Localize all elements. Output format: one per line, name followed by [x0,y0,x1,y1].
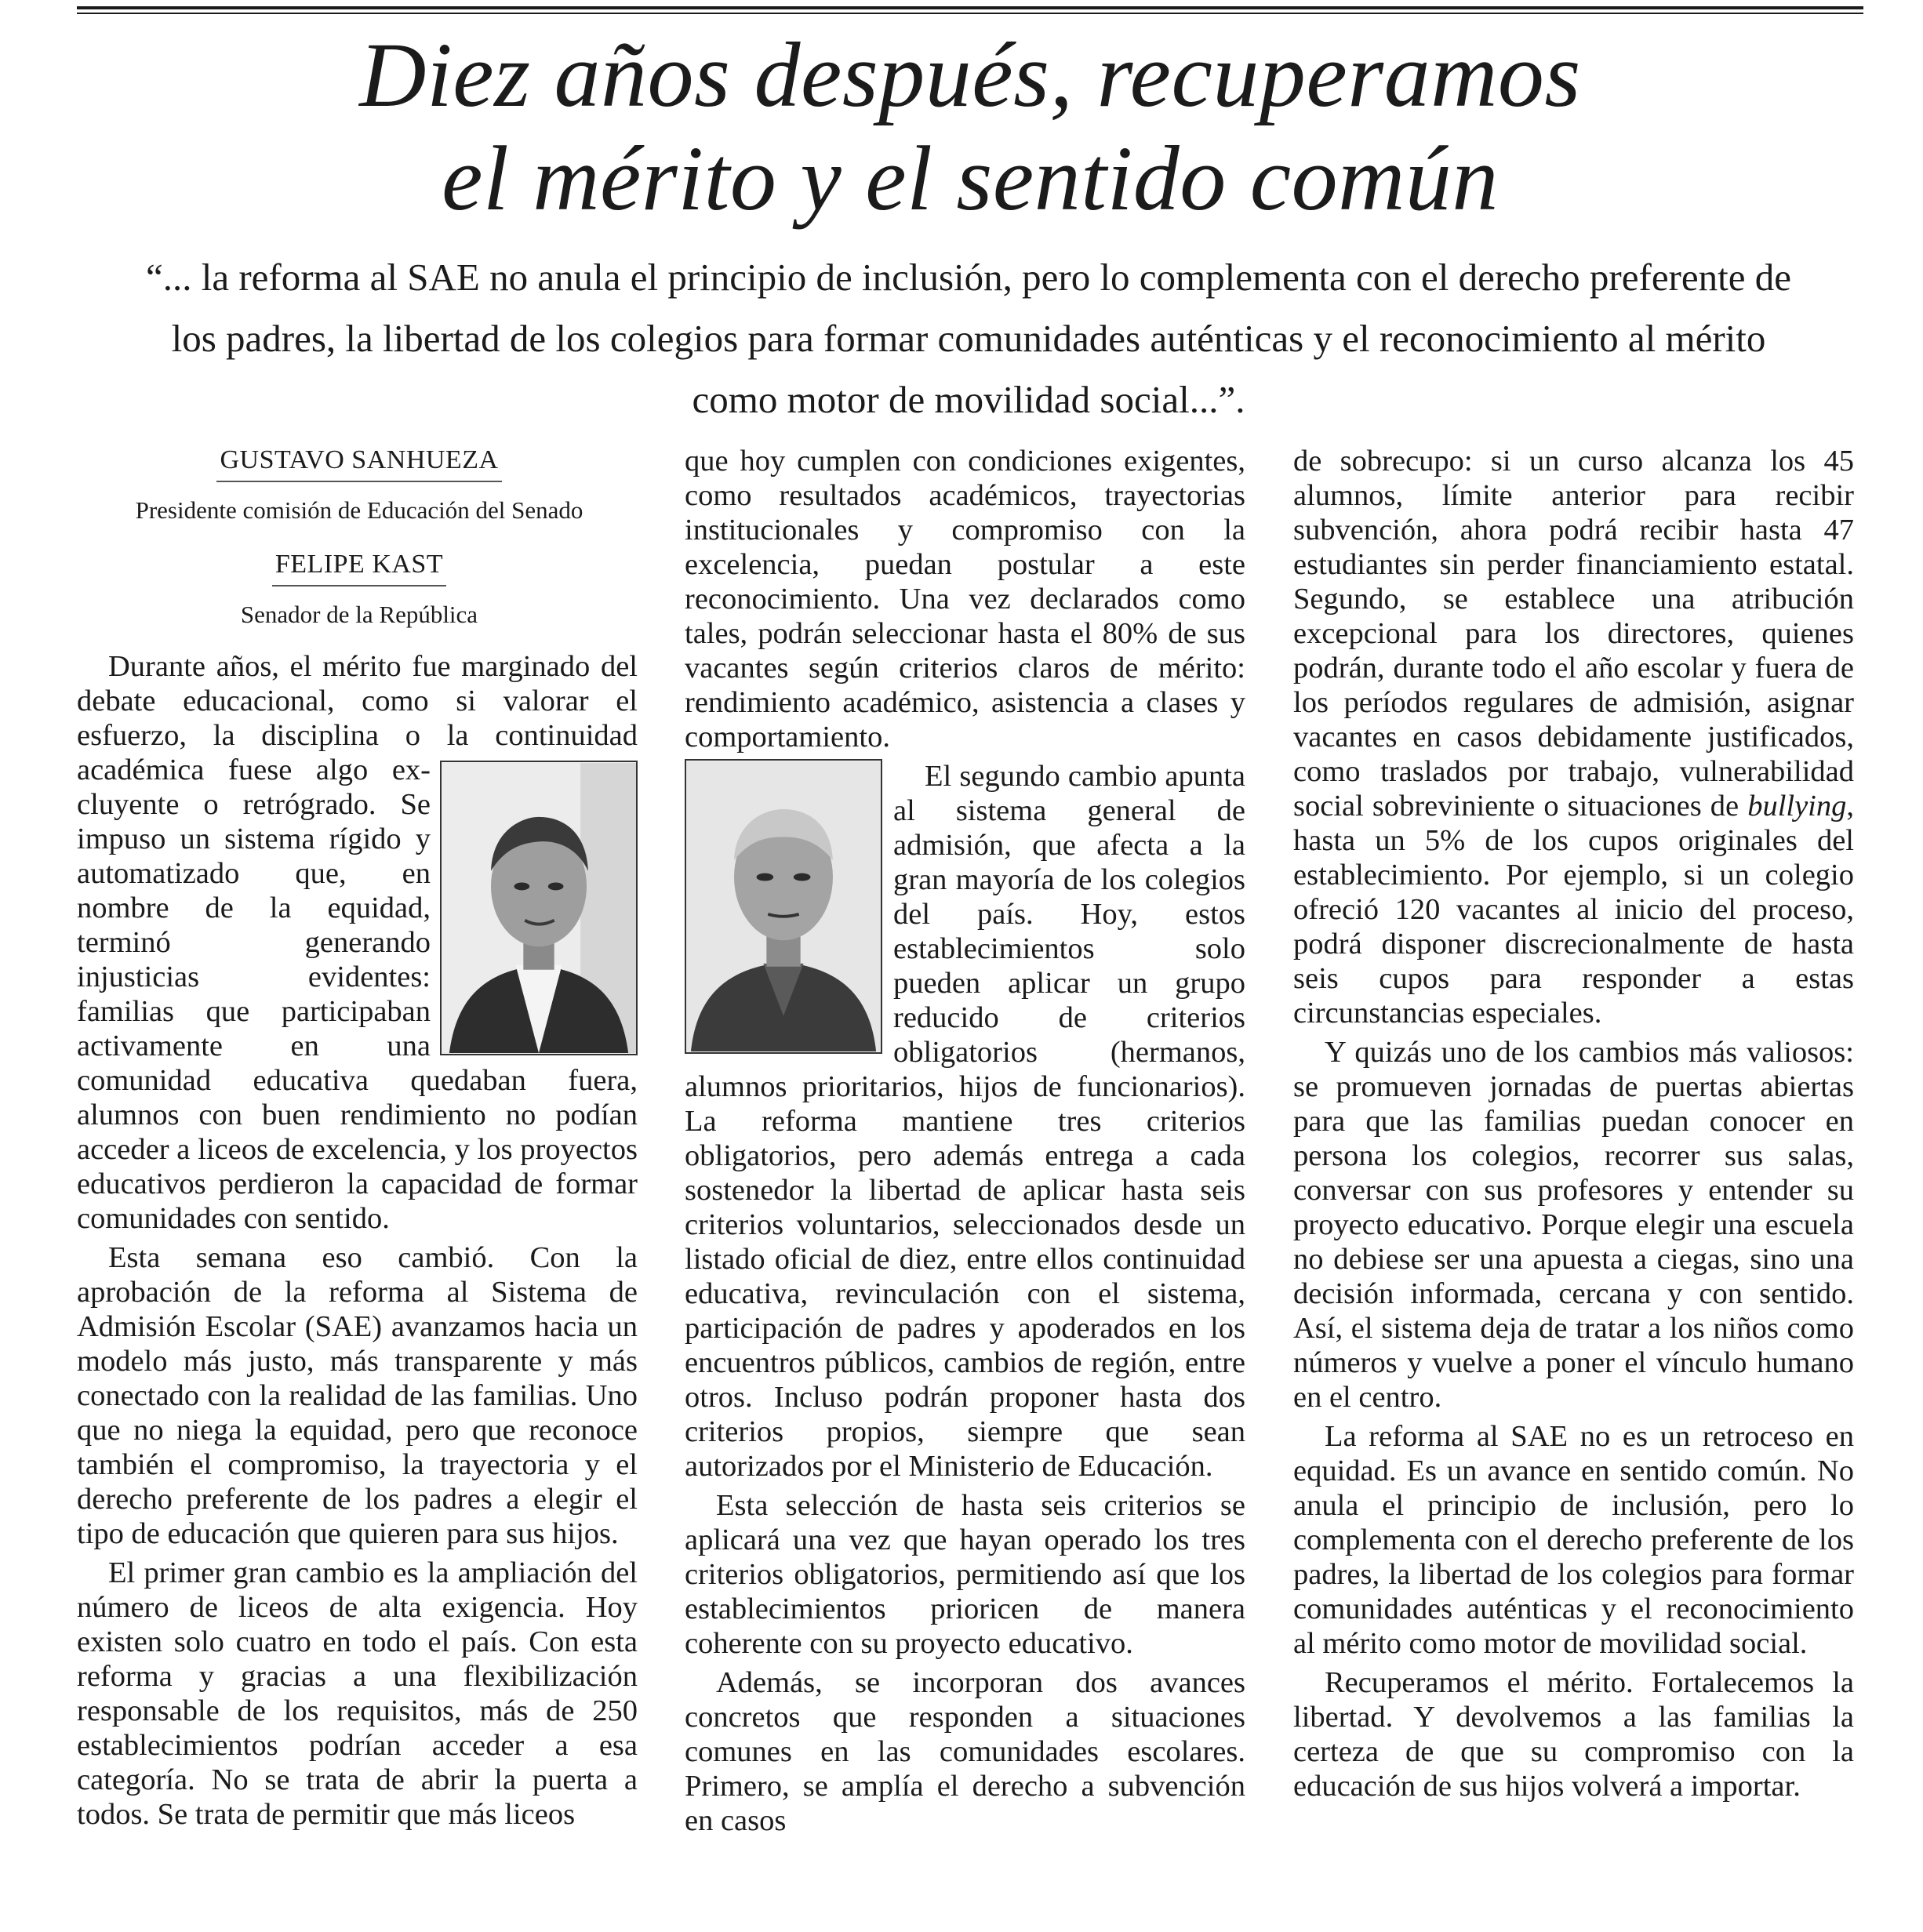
paragraph: Esta semana eso cambió. Con la aprobación de la reforma al Sistema de Admisión Escolar (SAE) avanzamos hacia un modelo más justo, más transparente y más conectado con la realidad de las familias. Uno que no niega la equidad, pero que reconoce también el compromiso, la trayectoria y el derecho preferente de los padres a elegir el tipo de educación que quieren para sus hijos. [77,1241,638,1550]
paragraph: Esta selección de hasta seis criterios se aplicará una vez que hayan operado los tres criterios obligatorios, permitiendo así que los establecimientos prioricen de manera coherente con su proyecto educativo. [685,1489,1245,1660]
deck-quote: “... la reforma al SAE no anula el principio de inclusión, pero lo complementa con el derecho preferente de los padres, la libertad de los colegios para formar comunidades auténticas y el reconocimiento al mérito como motor de movilidad social...”. [145,256,1791,421]
paragraph [1293,444,1854,1030]
portrait-illustration [442,762,636,1054]
paragraph: que hoy cumplen con condiciones exigentes, como resultados académicos, trayectorias institucionales y compromiso con la excelencia, puedan postular a este reconocimiento. Una vez declarados como tales, podrán seleccionar hasta el 80% de sus vacantes según criterios claros de mérito: rendimiento académico, asistencia a clases y comportamiento. [685,445,1245,754]
italic-term: bullying [1747,790,1847,823]
paragraph-text: Durante años, el mérito fue marginado del debate educacional, como si valorar el esfuerzo, la disciplina o la continuidad académica fuese algo ex- [77,650,638,786]
headline-line-1: Diez años después, recuperamos [359,24,1581,126]
byline-author-2 [77,547,642,632]
paragraph: El segundo cambio apunta al sistema general de admisión, que afecta a la gran mayoría de los colegios del país. Hoy, estos establecimientos solo pueden aplicar un grupo reducido de criterios obligatorios (hermanos, alumnos prioritarios, hijos de funcionarios). La reforma mantiene tres criterios obligatorios, pero además entrega a cada sostenedor la libertad de aplicar hasta seis criterios voluntarios, seleccionados desde un listado oficial de diez, entre ellos continuidad educativa, revinculación con el sistema, participación de padres y apoderados en los encuentros públicos, cambios de región, entre otros. Incluso podrán proponer hasta dos criterios propios, siempre que sean autorizados por el Ministerio de Educación. [685,760,1245,1483]
byline-author-1 [77,443,642,528]
article-column-1 [77,649,638,1836]
paragraph: El primer gran cambio es la ampliación del número de liceos de alta exigencia. Hoy existen solo cuatro en todo el país. Con esta reforma y gracias a una flexibilización responsable de los requisitos, más de 250 establecimientos podrían acceder a esa categoría. No se trata de abrir la puerta a todos. Se trata de permitir que más liceos [77,1556,638,1831]
paragraph: La reforma al SAE no es un retroceso en equidad. Es un avance en sentido común. No anula el principio de inclusión, pero lo complementa con el derecho preferente de los padres, la libertad de los colegios para formar comunidades auténticas y el reconocimiento al mérito como motor de movilidad social. [1293,1420,1854,1660]
article-column-2 [685,444,1245,1843]
article-column-3 [1293,444,1854,1808]
paragraph: Además, se incorporan dos avances concretos que responden a situaciones comunes en las comunidades escolares. Primero, se amplía el derecho a subvención en casos [685,1666,1245,1837]
author-name: GUSTAVO SANHUEZA [216,443,501,482]
paragraph-text: de sobrecupo: si un curso alcanza los 45 alumnos, límite anterior para recibir subvención, ahora podrá recibir hasta 47 estudiantes sin perder financiamiento estatal. Segundo, se establece una atribución excepcional para los directores, quienes podrán, durante todo el año escolar y fuera de los períodos regulares de admisión, asignar vacantes en casos debidamente justificados, como traslados por trabajo, vulnerabilidad social sobreviniente o situaciones de [1293,445,1854,823]
author-photo-gustavo-sanhueza [440,761,638,1055]
top-rule-thick [77,6,1863,9]
portrait-illustration [686,761,881,1052]
author-name: FELIPE KAST [272,547,446,586]
author-role: Presidente comisión de Educación del Senado [135,496,583,524]
paragraph: Recuperamos el mérito. Fortalecemos la libertad. Y devolvemos a las familias la certeza de que su compromiso con la educación de sus hijos volverá a importar. [1293,1666,1854,1803]
paragraph: Y quizás uno de los cambios más valiosos: se promueven jornadas de puertas abiertas para que las familias puedan conocer en persona los colegios, recorrer sus salas, conversar con sus profesores y entender su proyecto educativo. Porque elegir una escuela no debiese ser una apuesta a ciegas, sino una decisión informada, cercana y con sentido. Así, el sistema deja de tratar a los niños como números y vuelve a poner el vínculo humano en el centro. [1293,1036,1854,1414]
headline [77,24,1863,231]
paragraph-text: cluyente o retrógrado. Se impuso un sistema rígido y automatizado que, en nombre de la equidad, terminó generando injusticias evidentes: familias que participaban activamente en una comunidad educativa quedaban fuera, alumnos con buen rendimiento no podían acceder a liceos de excelencia, y los proyectos educativos perdieron la capacidad de formar comunidades con sentido. [77,788,638,1235]
headline-line-2: el mérito y el sentido común [442,127,1499,230]
paragraph-text: , hasta un 5% de los cupos originales del establecimiento. Por ejemplo, si un colegio ofreció 120 vacantes al inicio del proceso, podrá disponer discrecionalmente de hasta seis cupos para responder a estas circunstancias especiales. [1293,790,1854,1030]
top-rule-thin [77,13,1863,14]
author-role: Senador de la República [240,601,478,628]
paragraph [77,649,638,1236]
author-photo-felipe-kast [685,759,882,1054]
